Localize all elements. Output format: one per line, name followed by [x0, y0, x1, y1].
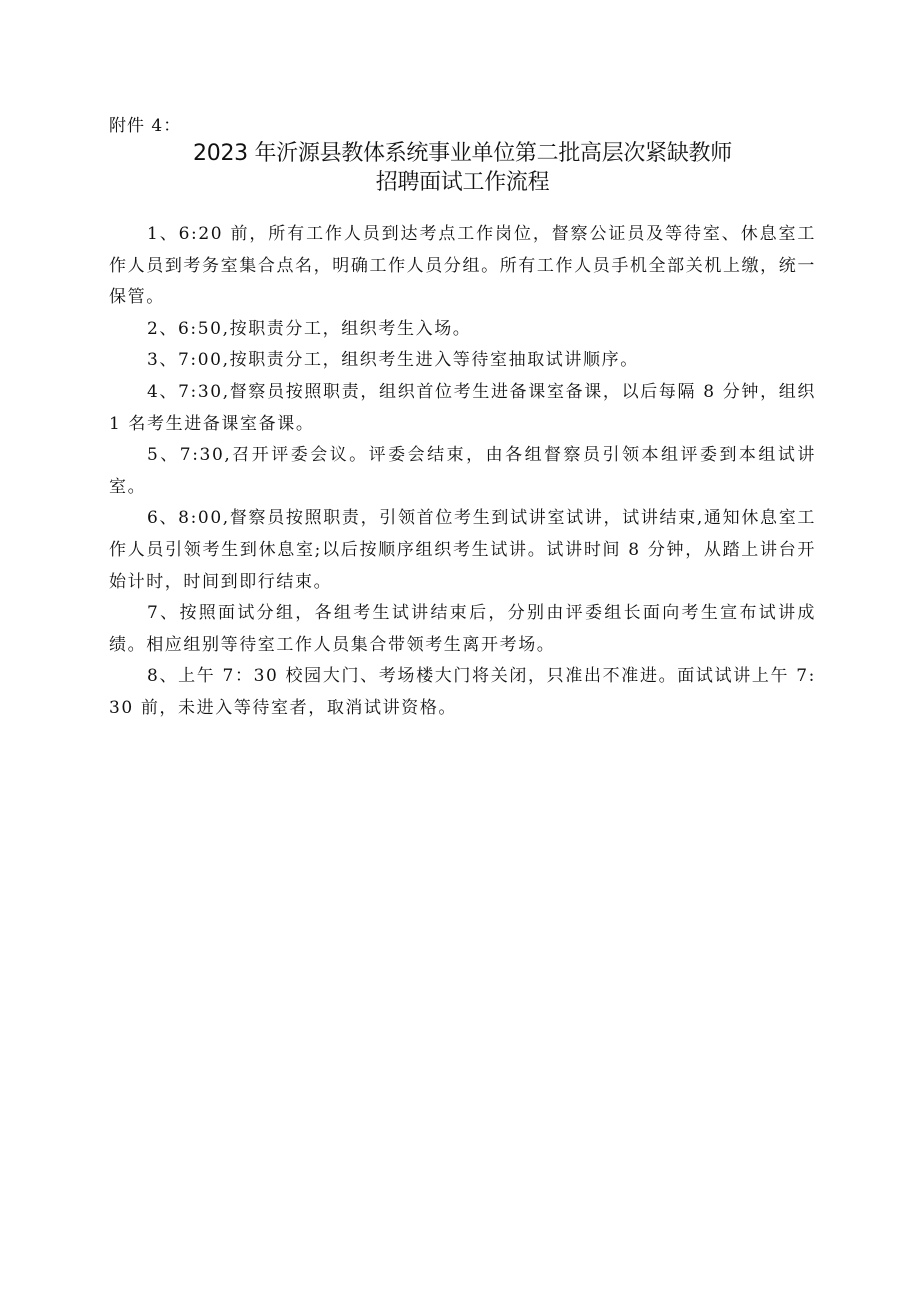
- title-line-1: 2023 年沂源县教体系统事业单位第二批高层次紧缺教师: [193, 141, 732, 166]
- paragraph-2: 2、6:50,按职责分工，组织考生入场。: [147, 318, 472, 339]
- paragraph-6: 6、8:00,督察员按照职责，引领首位考生到试讲室试讲，试讲结束,通知休息室工作人员引领考生到休息室;以后按顺序组织考生试讲。试讲时间 8 分钟，从踏上讲台开始计时，时间到即行结束。: [109, 508, 816, 592]
- attachment-label: 附件 4：: [109, 116, 182, 136]
- paragraph-8: 8、上午 7：30 校园大门、考场楼大门将关闭，只准出不准进。面试试讲上午 7:30 前，未进入等待室者，取消试讲资格。: [109, 666, 816, 718]
- paragraph-3: 3、7:00,按职责分工，组织考生进入等待室抽取试讲顺序。: [147, 350, 639, 371]
- paragraph-1: 1、6:20 前，所有工作人员到达考点工作岗位，督察公证员及等待室、休息室工作人员到考务室集合点名，明确工作人员分组。所有工作人员手机全部关机上缴，统一保管。: [109, 224, 816, 308]
- paragraph-5: 5、7:30,召开评委会议。评委会结束，由各组督察员引领本组评委到本组试讲室。: [109, 445, 816, 497]
- document-page: [109, 113, 816, 725]
- paragraph-7: 7、按照面试分组，各组考生试讲结束后，分别由评委组长面向考生宣布试讲成绩。相应组别等待室工作人员集合带领考生离开考场。: [109, 603, 816, 655]
- paragraph-4: 4、7:30,督察员按照职责，组织首位考生进备课室备课，以后每隔 8 分钟，组织 1 名考生进备课室备课。: [109, 381, 816, 434]
- document-title: [109, 139, 816, 197]
- document-body: [109, 219, 816, 725]
- title-line-2: 招聘面试工作流程: [375, 170, 550, 195]
